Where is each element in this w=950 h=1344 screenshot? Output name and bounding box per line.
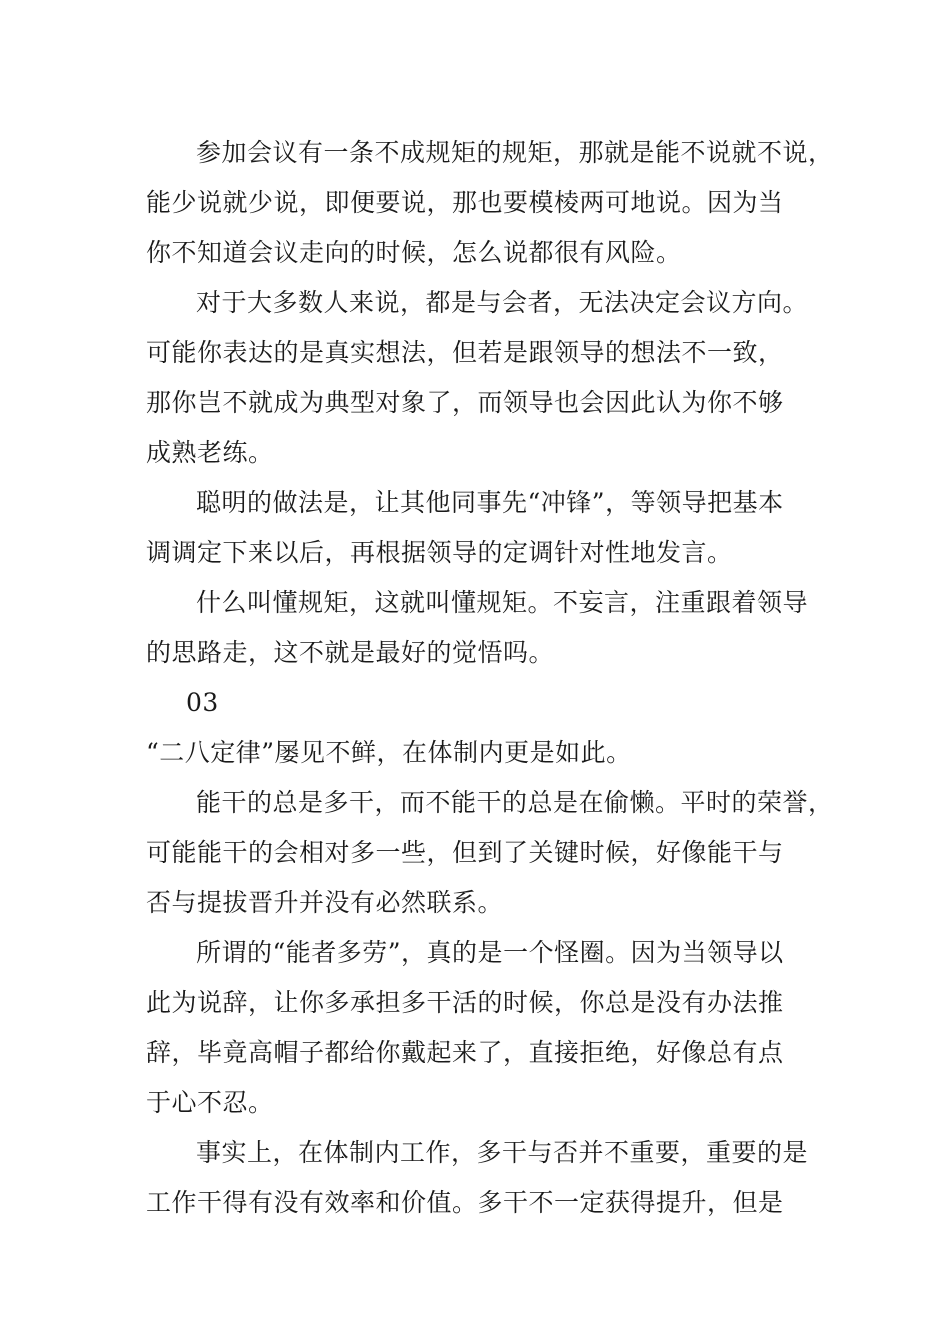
paragraph-meeting-rule: 参加会议有一条不成规矩的规矩，那就是能不说就不说， 能少说就少说，即便要说，那也要模棱两可地说。因为当 你不知道会议走向的时候，怎么说都很有风险。 — [146, 138, 834, 267]
paragraph-pareto: “二八定律”屡见不鲜，在体制内更是如此。 — [146, 738, 632, 767]
paragraph-know-rules: 什么叫懂规矩，这就叫懂规矩。不妄言，注重跟着领导 的思路走，这不就是最好的觉悟吗。 — [146, 588, 809, 667]
paragraph-efficiency-value: 事实上，在体制内工作，多干与否并不重要，重要的是 工作干得有没有效率和价值。多干不一定获得提升，但是 — [146, 1138, 809, 1217]
document-page — [146, 128, 836, 1228]
section-number: 03 — [186, 688, 219, 717]
paragraph-attendees: 对于大多数人来说，都是与会者，无法决定会议方向。 可能你表达的是真实想法，但若是跟领导的想法不一致， 那你岂不就成为典型对象了，而领导也会因此认为你不够 成熟老练。 — [146, 288, 809, 467]
paragraph-able-more-labor: 所谓的“能者多劳”，真的是一个怪圈。因为当领导以 此为说辞，让你多承担多干活的时候，你总是没有办法推 辞，毕竟高帽子都给你戴起来了，直接拒绝，好像总有点 于心不忍。 — [146, 938, 784, 1117]
paragraph-smart-approach: 聪明的做法是，让其他同事先“冲锋”，等领导把基本 调调定下来以后，再根据领导的定调针对性地发言。 — [146, 488, 784, 567]
paragraph-capable-work-more: 能干的总是多干，而不能干的总是在偷懒。平时的荣誉， 可能能干的会相对多一些，但到了关键时候，好像能干与 否与提拔晋升并没有必然联系。 — [146, 788, 834, 917]
